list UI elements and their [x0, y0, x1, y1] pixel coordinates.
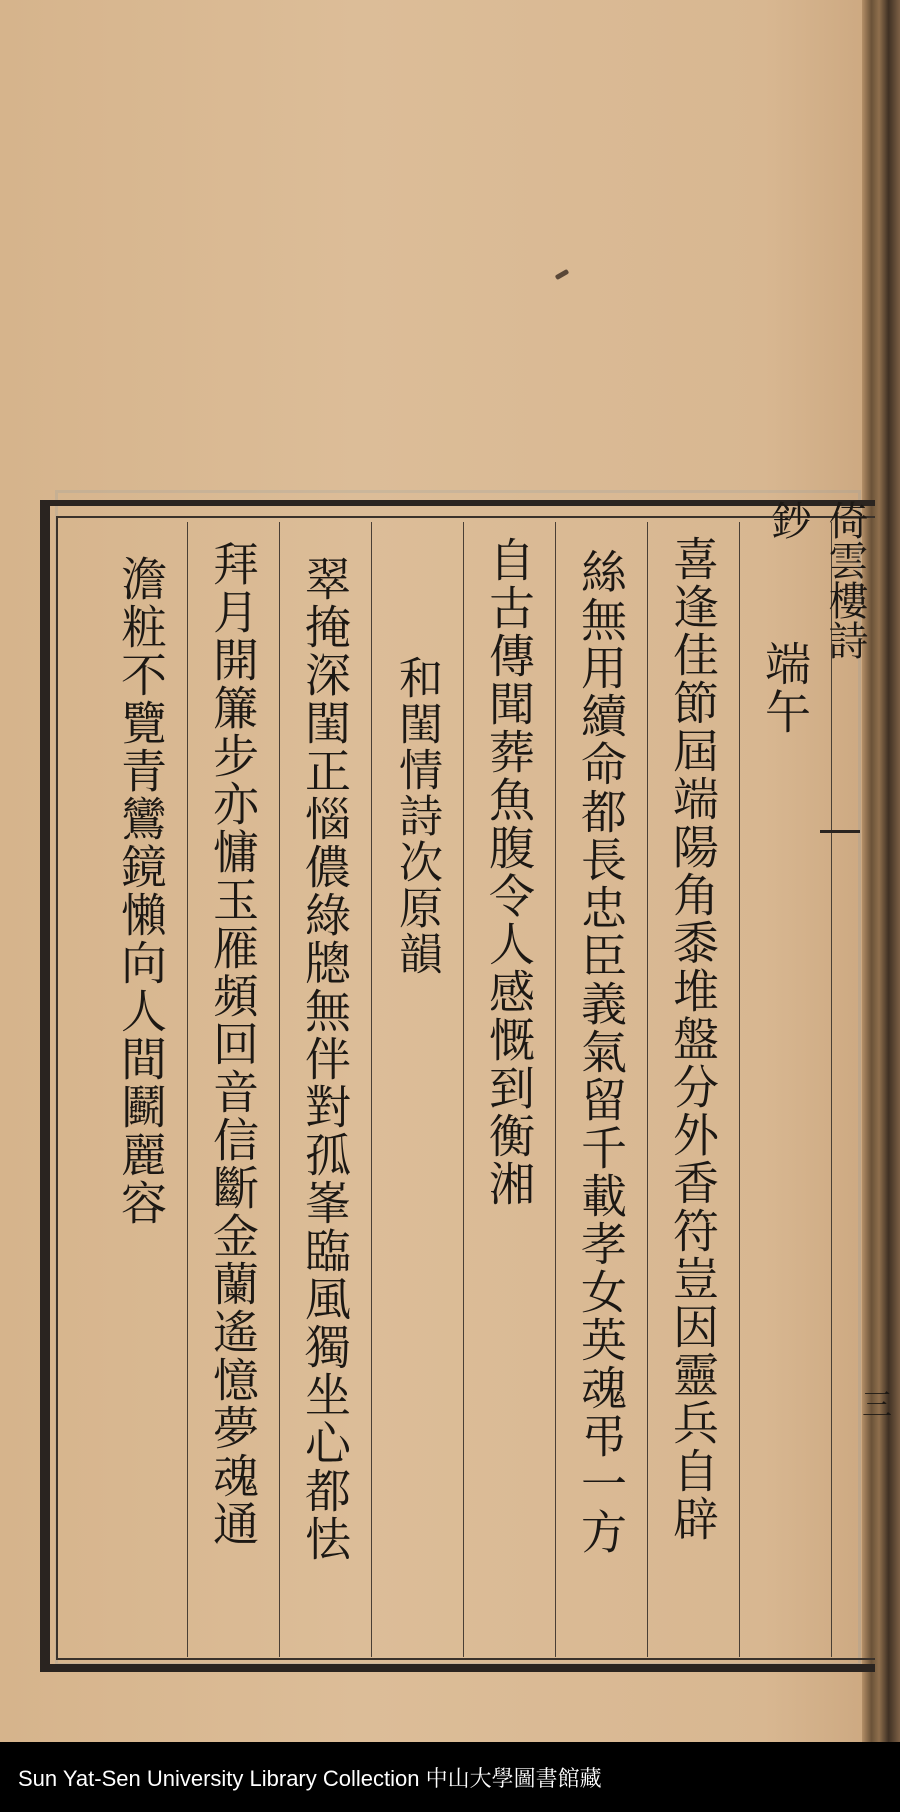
collection-credit: Sun Yat-Sen University Library Collection 中山大學圖書館藏: [18, 1766, 602, 1791]
poem-line: 翠掩深閨正惱儂綠牕無伴對孤峯臨風獨坐心都怯: [298, 555, 352, 1563]
ink-speck: [555, 269, 570, 280]
poem-title-duanwu: 端午: [758, 640, 812, 736]
poem-line: 拜月開簾步亦慵玉雁頻回音信斷金蘭遙憶夢魂通: [206, 540, 260, 1548]
poem-title-guiqing: 和閨情詩次原韻: [391, 655, 442, 977]
poem-line: 絲無用續命都長忠臣義氣留千載孝女英魂弔一方: [574, 548, 628, 1556]
book-title-banner: 倚雲樓詩鈔: [765, 500, 868, 660]
poem-line: 喜逢佳節屆端陽角黍堆盤分外香符豈因靈兵自辟: [666, 535, 720, 1543]
fish-tail-mark: [820, 800, 860, 833]
poem-line: 自古傳聞葬魚腹令人感慨到衡湘: [482, 536, 536, 1208]
folio-number: 三: [862, 1388, 892, 1423]
poem-line: 澹粧不覽青鸞鏡懶向人間鬬麗容: [114, 555, 168, 1227]
